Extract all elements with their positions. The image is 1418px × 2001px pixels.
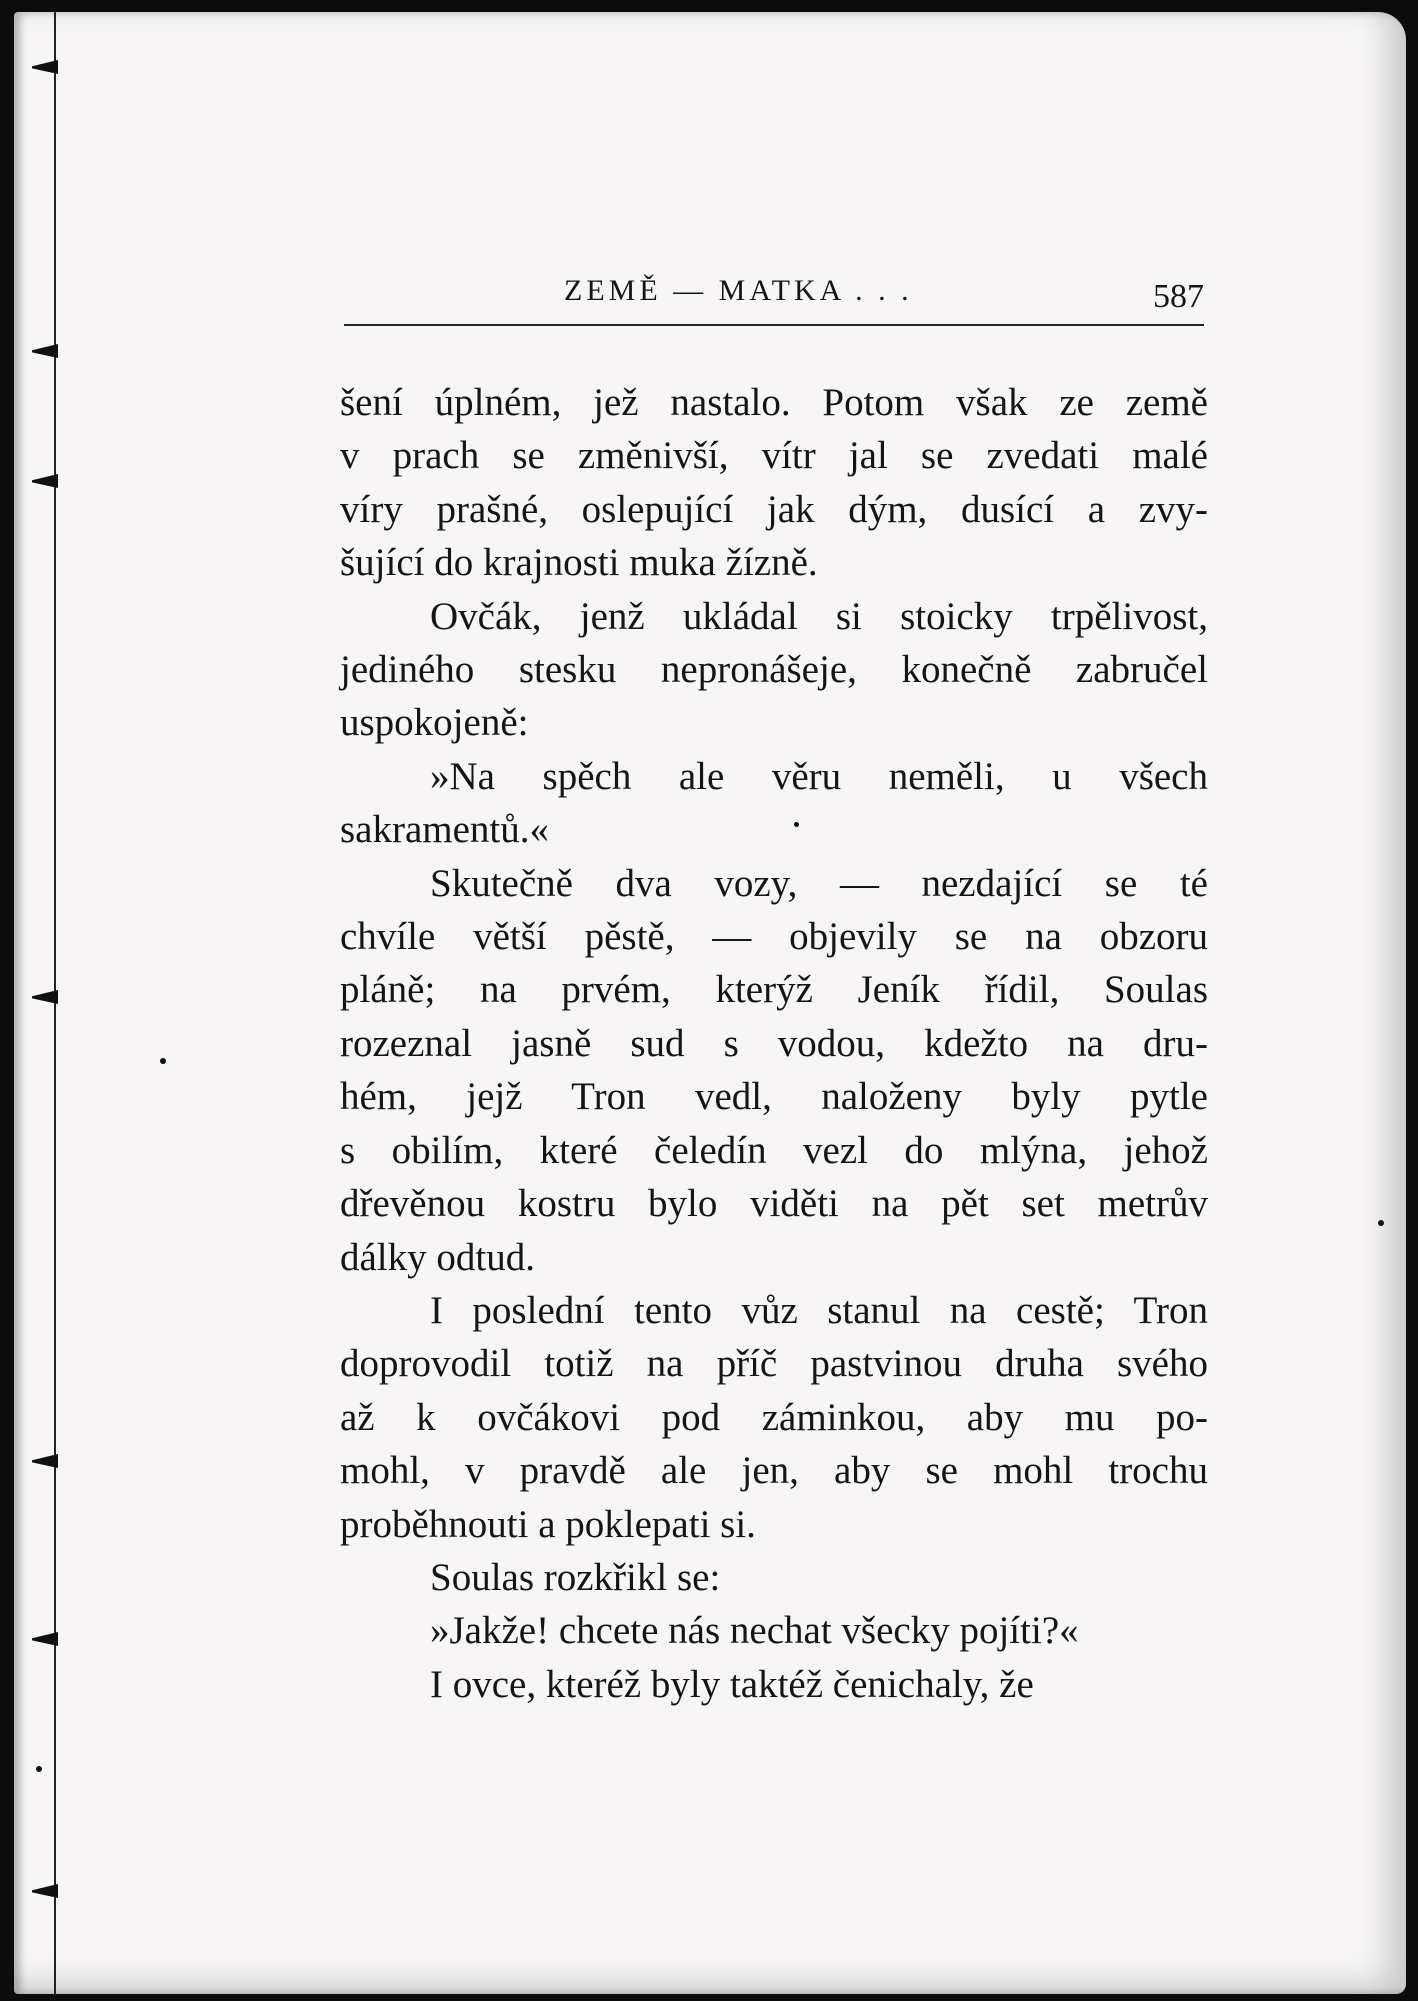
page-speck [1378, 1220, 1384, 1226]
text-line: pláně; na prvém, kterýž Jeník řídil, Soulas [340, 968, 1208, 1012]
text-line: doprovodil totiž na příč pastvinou druha svého [340, 1342, 1208, 1386]
paragraph [340, 857, 1208, 1284]
text-line: I ovce, kteréž byly taktéž čenichaly, že [430, 1662, 1034, 1706]
paragraph [340, 1604, 1208, 1657]
text-line: Soulas rozkřikl se: [430, 1555, 721, 1599]
paragraph [340, 1658, 1208, 1711]
page-number: 587 [1153, 278, 1204, 315]
text-line: chvíle větší pěstě, — objevily se na obzoru [340, 915, 1208, 959]
page-header [344, 270, 1204, 330]
text-line: víry prašné, oslepující jak dým, dusící a zvy- [340, 487, 1208, 531]
text-line: šení úplném, jež nastalo. Potom však ze země [340, 381, 1208, 424]
paragraph [340, 590, 1208, 750]
text-line: rozeznal jasně sud s vodou, kdežto na dru- [340, 1021, 1208, 1065]
text-line: Ovčák, jenž ukládal si stoicky trpělivost, [430, 594, 1208, 638]
binding-gutter [14, 12, 56, 1994]
text-line: »Na spěch ale věru neměli, u všech [430, 754, 1208, 798]
text-line: sakramentů.« [340, 808, 550, 852]
text-line: mohl, v pravdě ale jen, aby se mohl trochu [340, 1449, 1208, 1493]
text-line: proběhnouti a poklepati si. [340, 1502, 756, 1546]
paragraph [340, 750, 1208, 857]
text-line: hém, jejž Tron vedl, naloženy byly pytle [340, 1075, 1208, 1119]
page-speck [160, 1058, 166, 1064]
text-line: I poslední tento vůz stanul na cestě; Tron [430, 1288, 1208, 1332]
text-line: jediného stesku nepronášeje, konečně zabručel [340, 648, 1208, 692]
paragraph [340, 1551, 1208, 1604]
book-page [14, 12, 1406, 1994]
text-line: »Jakže! chcete nás nechat všecky pojíti?« [430, 1609, 1079, 1653]
paragraph [340, 376, 1208, 590]
header-rule [344, 324, 1204, 326]
page-speck [36, 1766, 42, 1772]
text-line: v prach se změnivší, vítr jal se zvedati malé [340, 434, 1208, 478]
text-line: dálky odtud. [340, 1235, 535, 1279]
body-text [340, 376, 1208, 1711]
text-line: Skutečně dva vozy, — nezdající se té [430, 861, 1208, 905]
text-line: uspokojeně: [340, 701, 529, 745]
text-line: až k ovčákovi pod záminkou, aby mu po- [340, 1395, 1208, 1439]
text-line: dřevěnou kostru bylo viděti na pět set metrův [340, 1182, 1208, 1226]
running-head: ZEMĚ — MATKA . . . [564, 274, 913, 307]
text-line: s obilím, které čeledín vezl do mlýna, jehož [340, 1128, 1208, 1172]
text-line: šující do krajnosti muka žízně. [340, 541, 818, 585]
paragraph [340, 1284, 1208, 1551]
